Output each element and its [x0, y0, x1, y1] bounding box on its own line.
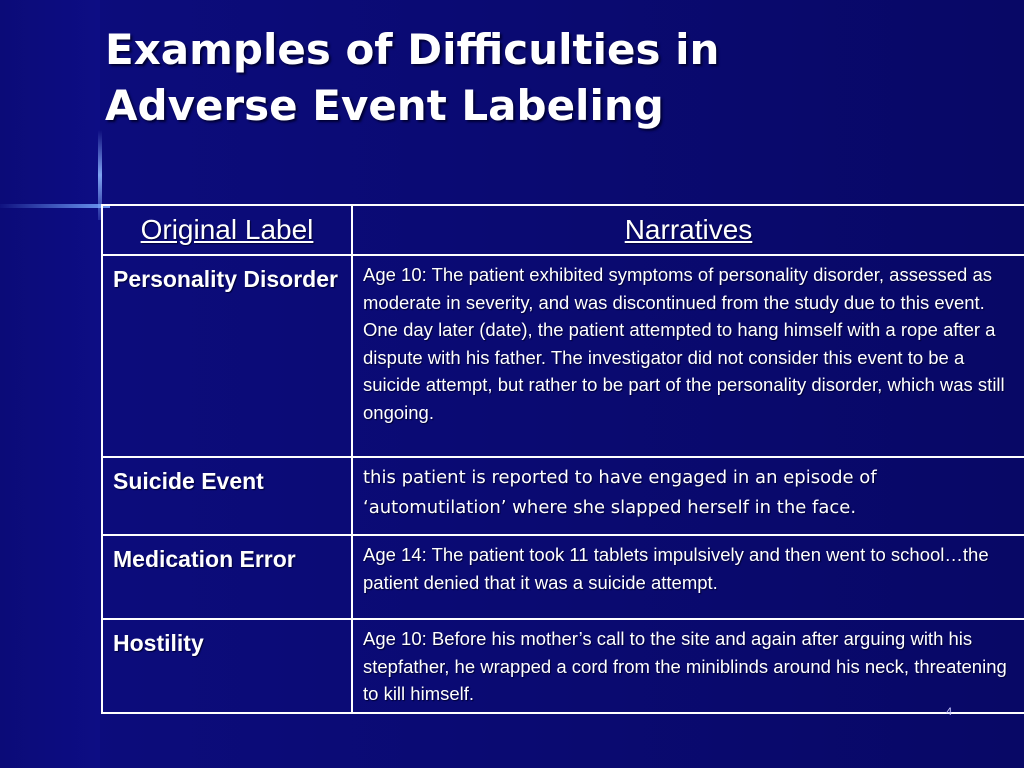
row-narrative: this patient is reported to have engaged in an episode of ‘automutilation’ where she slapped herself in the face. — [352, 457, 1024, 535]
table-row — [102, 619, 1024, 713]
table-row — [102, 255, 1024, 457]
row-label: Hostility — [102, 619, 352, 713]
row-narrative: Age 10: Before his mother’s call to the site and again after arguing with his stepfather, he wrapped a cord from the miniblinds around his neck, threatening to kill himself. — [352, 619, 1024, 713]
header-original-label: Original Label — [102, 205, 352, 255]
table-row — [102, 457, 1024, 535]
row-label: Personality Disorder — [102, 255, 352, 457]
row-narrative: Age 10: The patient exhibited symptoms of personality disorder, assessed as moderate in severity, and was discontinued from the study due to this event. One day later (date), the patient attempted to hang himself with a rope after a dispute with his father. The investigator did not consider this event to be a suicide attempt, but rather to be part of the personality disorder, which was still ongoing. — [352, 255, 1024, 457]
slide-title — [105, 22, 985, 134]
table-row — [102, 535, 1024, 619]
page-number: 4 — [946, 706, 953, 718]
row-narrative: Age 14: The patient took 11 tablets impulsively and then went to school…the patient denied that it was a suicide attempt. — [352, 535, 1024, 619]
slide-title-line-2: Adverse Event Labeling — [105, 81, 664, 130]
adverse-event-table — [101, 204, 1024, 714]
row-label: Suicide Event — [102, 457, 352, 535]
horizontal-accent-line — [0, 204, 110, 208]
header-narratives: Narratives — [352, 205, 1024, 255]
table-header-row — [102, 205, 1024, 255]
slide-title-line-1: Examples of Difficulties in — [105, 25, 720, 74]
row-label: Medication Error — [102, 535, 352, 619]
left-decorative-band — [0, 0, 100, 768]
